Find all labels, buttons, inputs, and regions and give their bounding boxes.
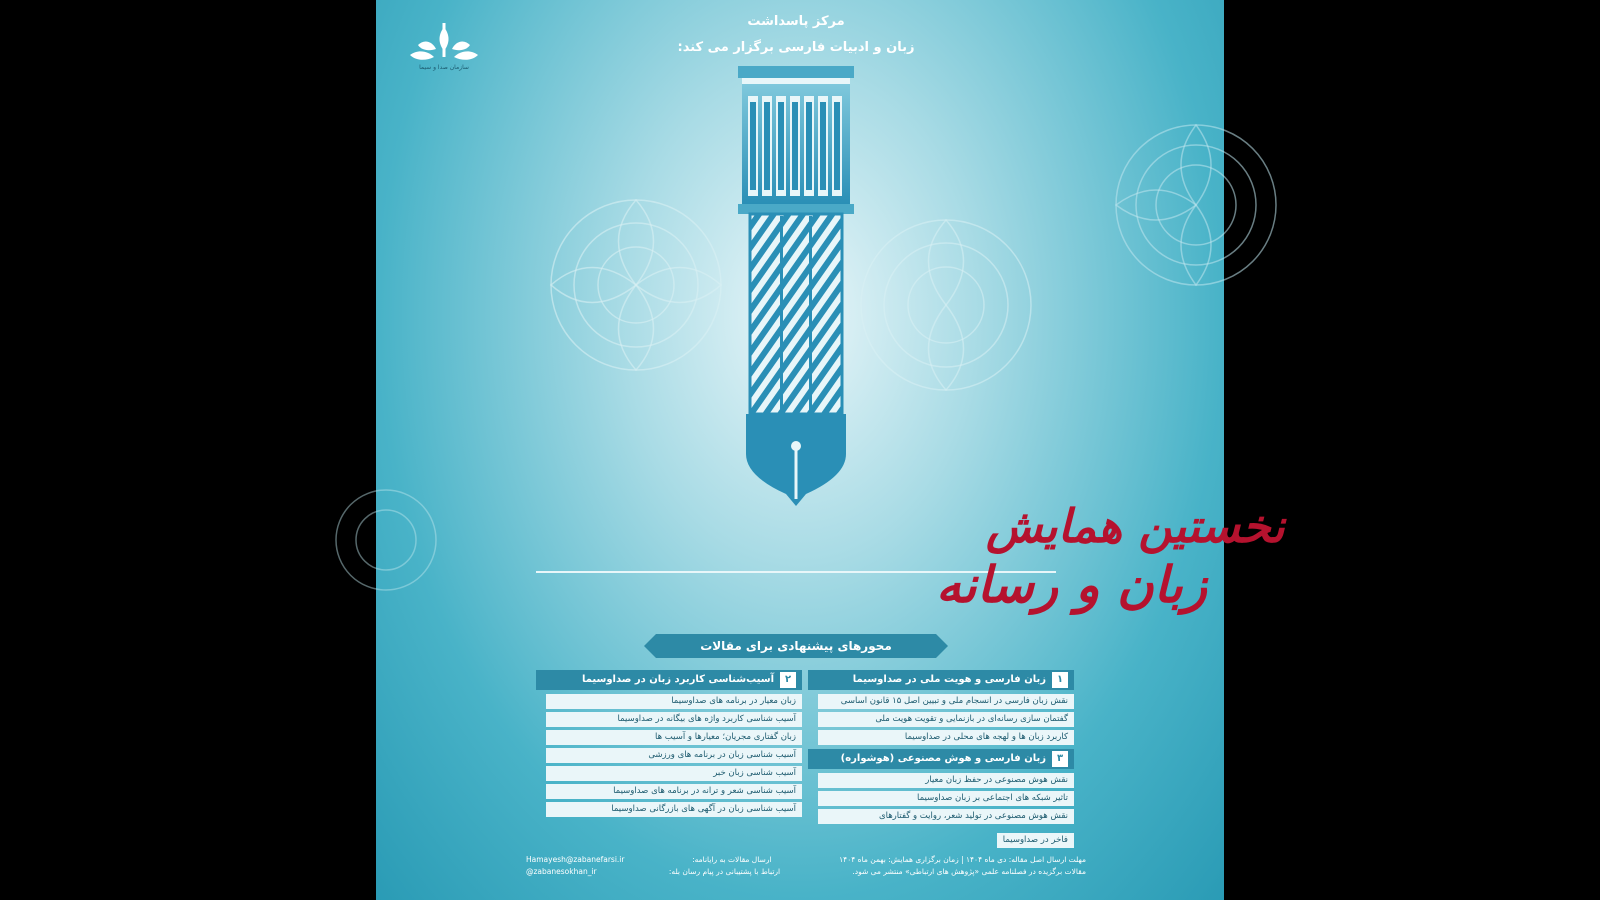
axis-3-item: فاخر در صداوسیما (997, 833, 1074, 848)
footer (526, 854, 1086, 878)
axis-number-1: ۱ (1052, 672, 1068, 688)
footer-contact: @zabanesokhan_ir (526, 867, 597, 876)
axis-3-item: نقش هوش مصنوعی در حفظ زبان معیار (818, 773, 1074, 788)
footer-deadline: مهلت ارسال اصل مقاله: دی ماه ۱۴۰۴ | زمان برگزاری همایش: بهمن ماه ۱۴۰۴ (839, 855, 1086, 864)
title-line2: زبان و رسانه (936, 555, 1207, 614)
footer-email: Hamayesh@zabanefarsi.ir (526, 855, 625, 864)
axis-title-2: آسیب‌شناسی کاربرد زبان در صداوسیما (581, 674, 774, 685)
axis-number-2: ۲ (780, 672, 796, 688)
subtitle-text: محورهای پیشنهادی برای مقالات (700, 639, 892, 653)
footer-contact-label: ارتباط با پشتیبانی در پیام رسان بله: (668, 867, 781, 876)
axis-1-item: کاربرد زبان ها و لهجه های محلی در صداوسیما (818, 730, 1074, 745)
axis-2-item: زبان معیار در برنامه های صداوسیما (546, 694, 802, 709)
axis-3-item: نقش هوش مصنوعی در تولید شعر، روایت و گفتارهای (818, 809, 1074, 824)
axis-2-item: آسیب شناسی شعر و ترانه در برنامه های صداوسیما (546, 784, 802, 799)
axis-title-1: زبان فارسی و هویت ملی در صداوسیما (852, 674, 1046, 685)
axis-title-3: زبان فارسی و هوش مصنوعی (هوشواره) (840, 753, 1046, 764)
axis-3-item: تاثیر شبکه های اجتماعی بر زبان صداوسیما (818, 791, 1074, 806)
axis-heading-2 (536, 670, 802, 690)
axis-2-item: آسیب شناسی کاربرد واژه های بیگانه در صداوسیما (546, 712, 802, 727)
axis-heading-1 (808, 670, 1074, 690)
axis-2-item: آسیب شناسی زبان در برنامه های ورزشی (546, 748, 802, 763)
axis-2-item: زبان گفتاری مجریان؛ معیارها و آسیب ها (546, 730, 802, 745)
axis-2-item: آسیب شناسی زبان در آگهی های بازرگانی صداوسیما (546, 802, 802, 817)
axes-column-left (536, 670, 802, 820)
axis-1-item: نقش زبان فارسی در انسجام ملی و تبیین اصل ۱۵ قانون اساسی (818, 694, 1074, 709)
poster (376, 0, 1285, 900)
event-title (536, 490, 1285, 630)
axis-heading-3 (808, 749, 1074, 769)
organizer-tagline: زبان و ادبیات فارسی برگزار می کند: (677, 40, 915, 55)
subtitle-ribbon (644, 634, 948, 658)
footer-publish-note: مقالات برگزیده در فصلنامه علمی «پژوهش های ارتباطی» منتشر می شود. (852, 867, 1086, 876)
axis-number-3: ۳ (1052, 751, 1068, 767)
ornament-rosette-bottom-left (356, 470, 436, 610)
logo-caption: سازمان صدا و سیما (419, 64, 469, 71)
axis-1-item: گفتمان سازی رسانه‌ای در بازنمایی و تقویت هویت ملی (818, 712, 1074, 727)
footer-email-label: ارسال مقالات به رایانامه: (692, 855, 772, 864)
windcatcher-pen-illustration (676, 66, 916, 506)
ornament-rosette-right (1106, 90, 1236, 320)
organizer-name: مرکز پاسداشت (747, 14, 845, 29)
axes-column-right (808, 670, 1074, 851)
axis-2-item: آسیب شناسی زبان خبر (546, 766, 802, 781)
title-line1: نخستین همایش (986, 499, 1285, 553)
